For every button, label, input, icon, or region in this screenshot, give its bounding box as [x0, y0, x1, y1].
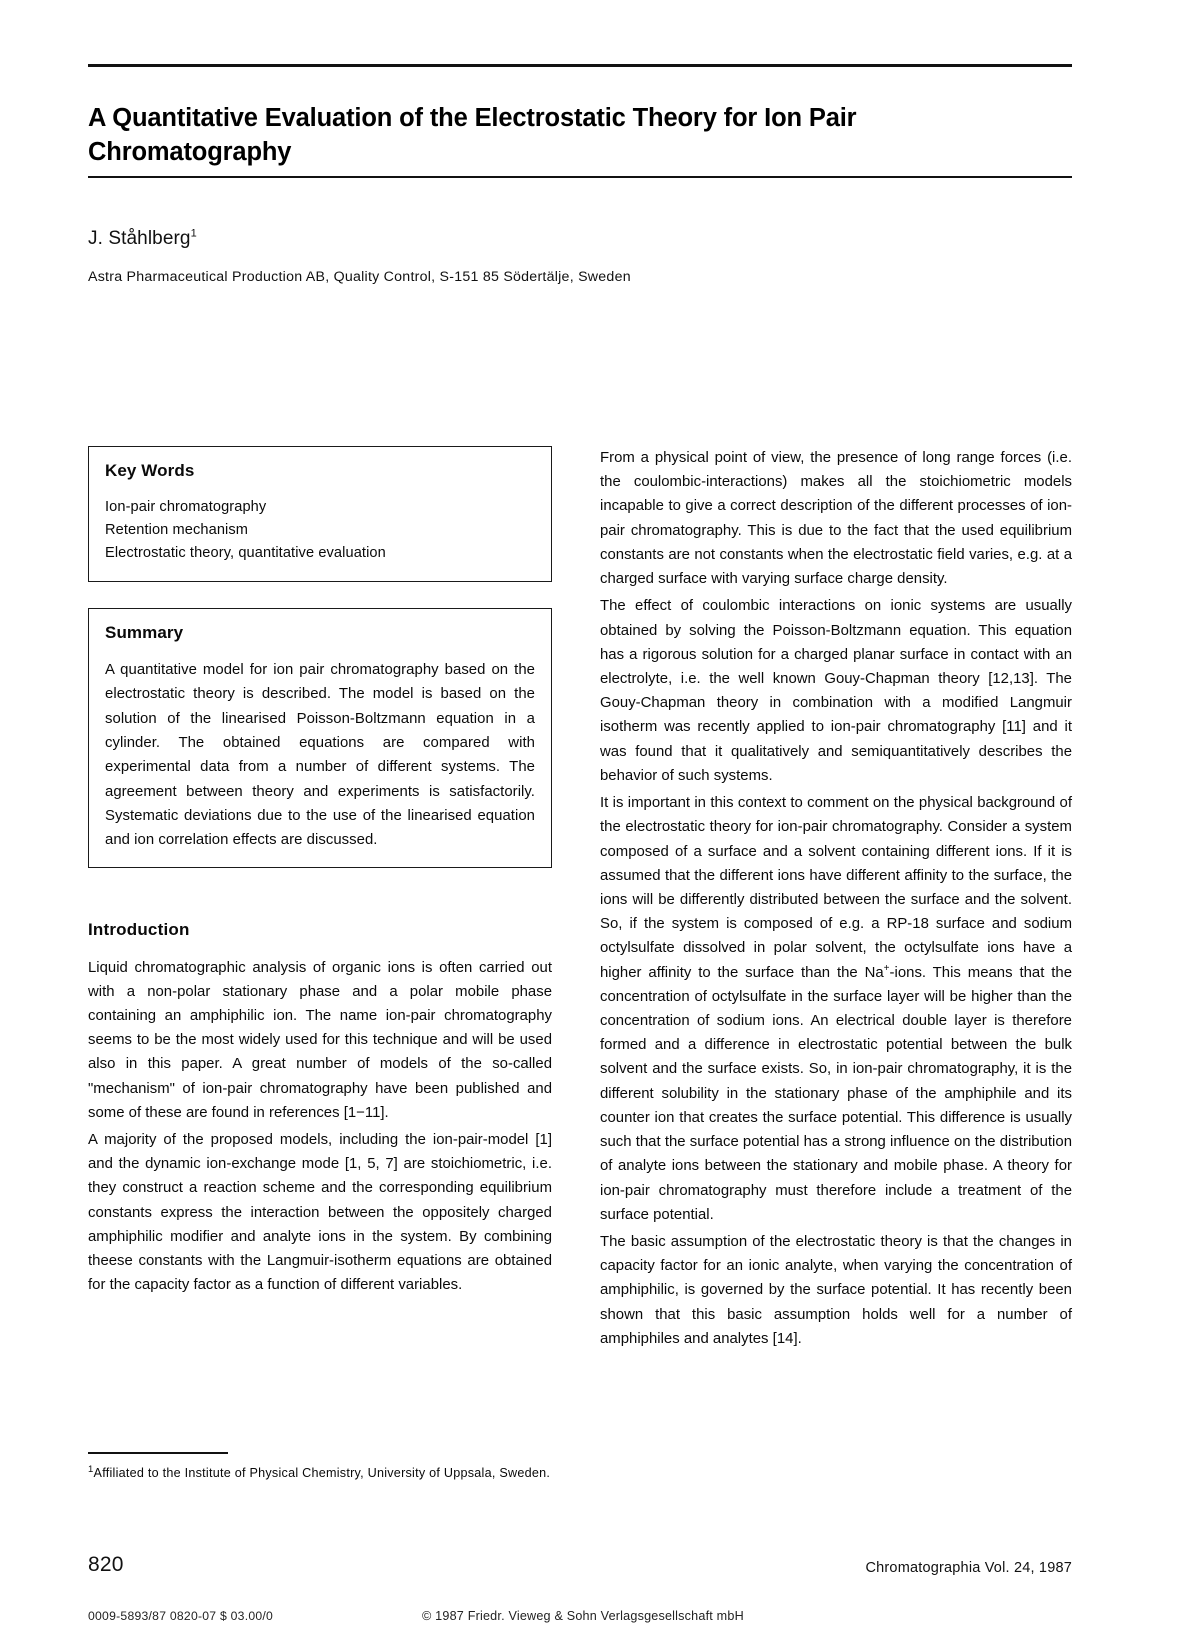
- left-column: [88, 446, 552, 1301]
- summary-heading: Summary: [105, 623, 184, 643]
- journal-reference: Chromatographia Vol. 24, 1987: [865, 1560, 1072, 1576]
- body-paragraph: The effect of coulombic interactions on ionic systems are usually obtained by solving the Poisson-Boltzmann equation. This equation has a rigorous solution for a charged planar surface in contact with an electrolyte, i.e. the well known Gouy-Chapman theory [12,13]. The Gouy-Chapman theory in combination with a modified Langmuir isotherm was recently applied to ion-pair chromatography [11] and it was found that it qualitatively and semiquantitatively describes the behavior of such systems.: [600, 598, 1072, 784]
- introduction-paragraph: A majority of the proposed models, including the ion-pair-model [1] and the dynamic ion-exchange mode [1, 5, 7] are stoichiometric, i.e. they construct a reaction scheme and the corresponding equilibrium constants express the interaction between the oppositely charged amphiphilic modifier and analyte ions in the system. By combining theese constants with the Langmuir-isotherm equations are obtained for the capacity factor as a function of different variables.: [88, 1132, 552, 1294]
- footnote-block: [88, 1452, 552, 1483]
- author-affiliation: Astra Pharmaceutical Production AB, Quality Control, S-151 85 Södertälje, Sweden: [88, 269, 631, 285]
- page-title: A Quantitative Evaluation of the Electrostatic Theory for Ion Pair Chromatography: [88, 104, 857, 167]
- footnote-text: [88, 1463, 552, 1483]
- copyright-notice: © 1987 Friedr. Vieweg & Sohn Verlagsgesellschaft mbH: [422, 1609, 744, 1623]
- author-label: J. Ståhlberg: [88, 228, 191, 249]
- plus-charge-superscript: +: [883, 962, 890, 974]
- body-paragraph-with-ion: [600, 791, 1072, 1227]
- introduction-paragraph: Liquid chromatographic analysis of organic ions is often carried out with a non-polar stationary phase and a polar mobile phase containing an amphiphilic ion. The name ion-pair chromatography seems to be the most widely used for this technique and will be used also in this paper. A great number of models of the so-called "mechanism" of ion-pair chromatography have been published and some of these are found in references [1−11].: [88, 959, 552, 1121]
- keywords-heading: Key Words: [105, 461, 195, 480]
- summary-text: A quantitative model for ion pair chromatography based on the electrostatic theory is described. The model is based on the solution of the linearised Poisson-Boltzmann equation in a cylinder. The obtained equations are compared with experimental data from a number of different systems. The agreement between theory and experiments is satisfactorily. Systematic deviations due to the use of the linearised equation and ion correlation effects are discussed.: [105, 662, 535, 849]
- paragraph-part-two: -ions. This means that the concentration of octylsulfate in the surface layer will be higher than the concentration of sodium ions. An electrical double layer is therefore formed and a difference in electrostatic potential between the bulk solvent and the surface exists. So, in ion-pair chromatography, it is the different solubility in the stationary phase of the amphiphile and its counter ion that creates the surface potential. This difference is usually such that the surface potential has a strong influence on the distribution of analyte ions between the stationary and mobile phase. A theory for ion-pair chromatography must therefore include a treatment of the surface potential.: [600, 964, 1073, 1223]
- footnote-marker: 1: [88, 1463, 94, 1475]
- footnote-divider: [88, 1452, 228, 1454]
- right-column: [600, 446, 1072, 1354]
- author-footnote-marker: 1: [190, 227, 197, 240]
- summary-box: [88, 608, 552, 867]
- keyword-item: Retention mechanism: [105, 522, 249, 539]
- body-paragraph: The basic assumption of the electrostatic theory is that the changes in capacity factor for an ionic analyte, when varying the concentration of amphiphilic, is governed by the surface potential. It has recently been shown that this basic assumption holds well for a number of amphiphiles and analytes [14].: [600, 1234, 1072, 1347]
- issn-code: 0009-5893/87 0820-07 $ 03.00/0: [88, 1609, 274, 1623]
- keyword-item: Electrostatic theory, quantitative evaluation: [105, 545, 386, 562]
- page-number: 820: [88, 1553, 124, 1576]
- introduction-heading: Introduction: [88, 919, 190, 939]
- paragraph-part-one: It is important in this context to comment on the physical background of the electrostatic theory for ion-pair chromatography. Consider a system composed of a surface and a solvent containing different ions. If it is assumed that the different ions have different affinity to the surface, the ions will be differently distributed between the surface and the solvent. So, if the system is composed of e.g. a RP-18 surface and sodium octylsulfate dissolved in polar solvent, the octylsulfate ions have a higher affinity to the surface than the Na: [600, 795, 1072, 981]
- body-paragraph: From a physical point of view, the presence of long range forces (i.e. the coulombic-interactions) makes all the stoichiometric models incapable to give a correct description of the different processes of ion-pair chromatography. This is due to the fact that the used equilibrium constants are not constants when the electrostatic field varies, e.g. at a charged surface with varying surface charge density.: [600, 450, 1072, 588]
- keywords-box: [88, 446, 552, 582]
- header-rule-top: [88, 64, 1072, 67]
- keyword-item: Ion-pair chromatography: [105, 499, 267, 515]
- author-name: [88, 228, 197, 250]
- header-rule-bottom: [88, 176, 1072, 178]
- footnote-body: Affiliated to the Institute of Physical Chemistry, University of Uppsala, Sweden.: [93, 1465, 551, 1480]
